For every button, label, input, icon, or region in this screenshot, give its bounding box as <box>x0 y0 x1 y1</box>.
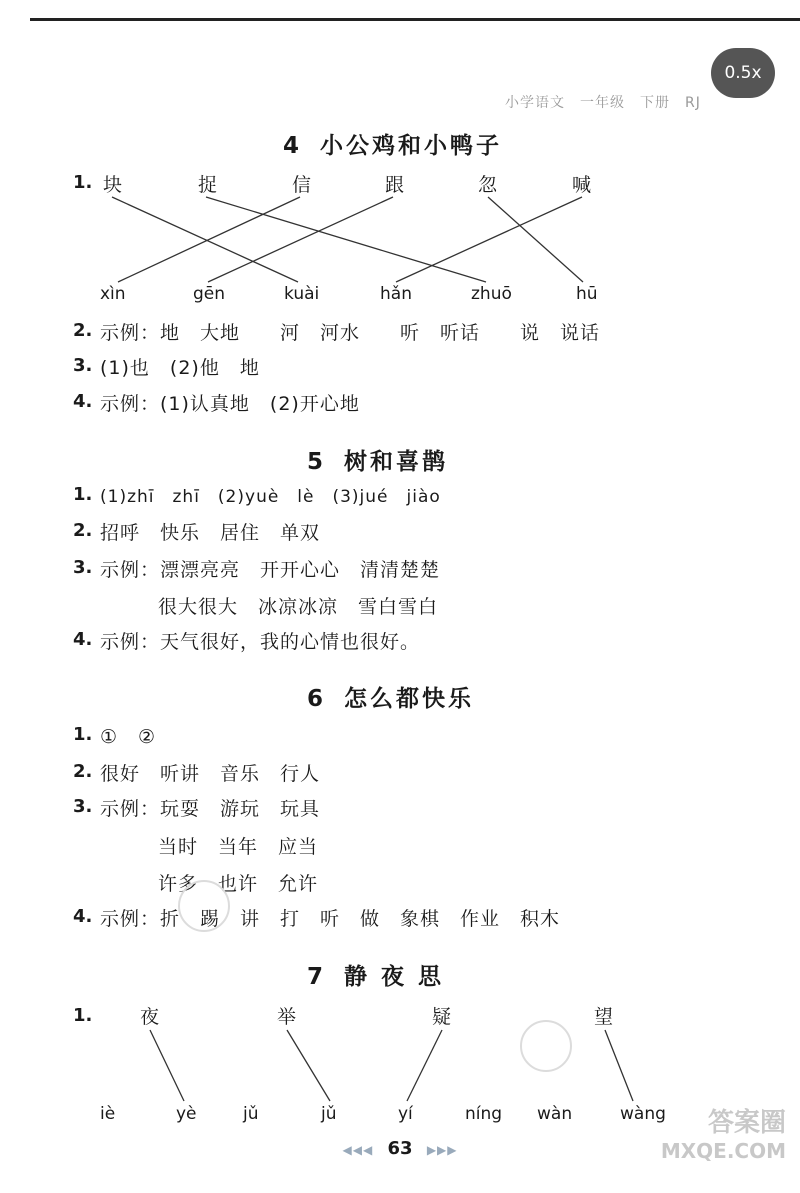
match-line <box>396 197 582 282</box>
l4-char: 喊 <box>572 174 592 196</box>
l7-pinyin: iè <box>100 1104 116 1124</box>
lesson6-q1-answer: ① ② <box>100 726 157 748</box>
l4-pinyin: hū <box>576 284 598 304</box>
watermark <box>661 1108 786 1163</box>
prev-arrows-icon: ◀◀◀ <box>342 1143 374 1157</box>
lesson5-q3-answer: 示例：漂漂亮亮 开开心心 清清楚楚 <box>100 559 441 581</box>
l4-char: 捉 <box>198 174 218 196</box>
match-line <box>287 1030 330 1101</box>
lesson6-q3-answer: 示例：玩耍 游玩 玩具 <box>100 798 321 820</box>
lesson4-q2-label: 2. <box>73 320 93 341</box>
l7-char: 疑 <box>432 1006 452 1028</box>
l7-char: 夜 <box>140 1006 160 1028</box>
l4-pinyin: xìn <box>100 284 126 304</box>
lesson5-q1-label: 1. <box>73 484 93 505</box>
lesson5-q3-label: 3. <box>73 557 93 578</box>
l4-pinyin: zhuō <box>471 284 512 304</box>
page-number-value: 63 <box>387 1138 413 1159</box>
watermark-line1: 答案圈 <box>707 1108 786 1138</box>
l4-pinyin: hǎn <box>380 284 412 304</box>
lesson5-q4-label: 4. <box>73 629 93 650</box>
lesson6-q4-answer: 示例：折 踢 讲 打 听 做 象棋 作业 积木 <box>100 908 561 930</box>
lesson6-q1-label: 1. <box>73 724 93 745</box>
l4-pinyin: kuài <box>284 284 320 304</box>
match-line <box>605 1030 633 1101</box>
match-line <box>150 1030 184 1101</box>
match-line <box>407 1030 442 1101</box>
l7-pinyin: wàng <box>620 1104 666 1124</box>
match-line <box>118 197 300 282</box>
l7-pinyin: níng <box>465 1104 503 1124</box>
lesson4-q4-label: 4. <box>73 391 93 412</box>
l7-pinyin: yè <box>176 1104 197 1124</box>
l4-char: 信 <box>292 174 312 196</box>
lesson5-title: 5 树和喜鹊 <box>307 449 449 475</box>
l4-char: 块 <box>103 174 123 196</box>
lesson6-q2-answer: 很好 听讲 音乐 行人 <box>100 763 321 785</box>
page-number <box>330 1138 470 1159</box>
stamp-mark <box>178 880 230 932</box>
running-head: 小学语文 一年级 下册 RJ <box>505 95 701 111</box>
lesson6-q2-label: 2. <box>73 761 93 782</box>
stamp-mark <box>520 1020 572 1072</box>
l7-pinyin: yí <box>398 1104 413 1124</box>
lesson4-q1-label: 1. <box>73 172 93 193</box>
match-line <box>208 197 393 282</box>
l4-char: 跟 <box>385 174 405 196</box>
lesson6-q3-answer-cont: 许多 也许 允许 <box>158 873 319 895</box>
zoom-badge[interactable]: 0.5x <box>711 48 775 98</box>
watermark-line2: MXQE.COM <box>660 1139 786 1164</box>
lesson5-q2-label: 2. <box>73 520 93 541</box>
match-line <box>488 197 583 282</box>
lesson6-q3-answer-cont: 当时 当年 应当 <box>158 836 319 858</box>
lesson4-q2-answer: 示例：地 大地 河 河水 听 听话 说 说话 <box>100 322 601 344</box>
l7-char: 望 <box>594 1006 614 1028</box>
next-arrows-icon: ▶▶▶ <box>426 1143 458 1157</box>
match-line <box>206 197 486 282</box>
l7-char: 举 <box>277 1006 297 1028</box>
match-line <box>112 197 298 282</box>
lesson6-q3-label: 3. <box>73 796 93 817</box>
lesson4-q3-answer: (1)也 (2)他 地 <box>100 357 260 379</box>
lesson5-q2-answer: 招呼 快乐 居住 单双 <box>100 522 321 544</box>
lesson5-q3-answer-cont: 很大很大 冰凉冰凉 雪白雪白 <box>158 596 439 618</box>
lesson4-title: 4 小公鸡和小鸭子 <box>283 133 503 159</box>
l7-pinyin: wàn <box>537 1104 573 1124</box>
lesson4-q4-answer: 示例：(1)认真地 (2)开心地 <box>100 393 360 415</box>
lesson6-q4-label: 4. <box>73 906 93 927</box>
l7-pinyin: jǔ <box>321 1104 337 1124</box>
lesson6-title: 6 怎么都快乐 <box>307 686 475 712</box>
lesson5-q4-answer: 示例：天气很好，我的心情也很好。 <box>100 631 421 653</box>
lesson4-q3-label: 3. <box>73 355 93 376</box>
l7-pinyin: jǔ <box>243 1104 259 1124</box>
lesson7-q1-label: 1. <box>73 1005 93 1026</box>
l4-char: 忽 <box>478 174 498 196</box>
lesson7-title: 7 静夜思 <box>307 964 456 990</box>
l4-pinyin: gēn <box>193 284 226 304</box>
lesson5-q1-answer: (1)zhī zhī (2)yuè lè (3)jué jiào <box>100 487 441 507</box>
